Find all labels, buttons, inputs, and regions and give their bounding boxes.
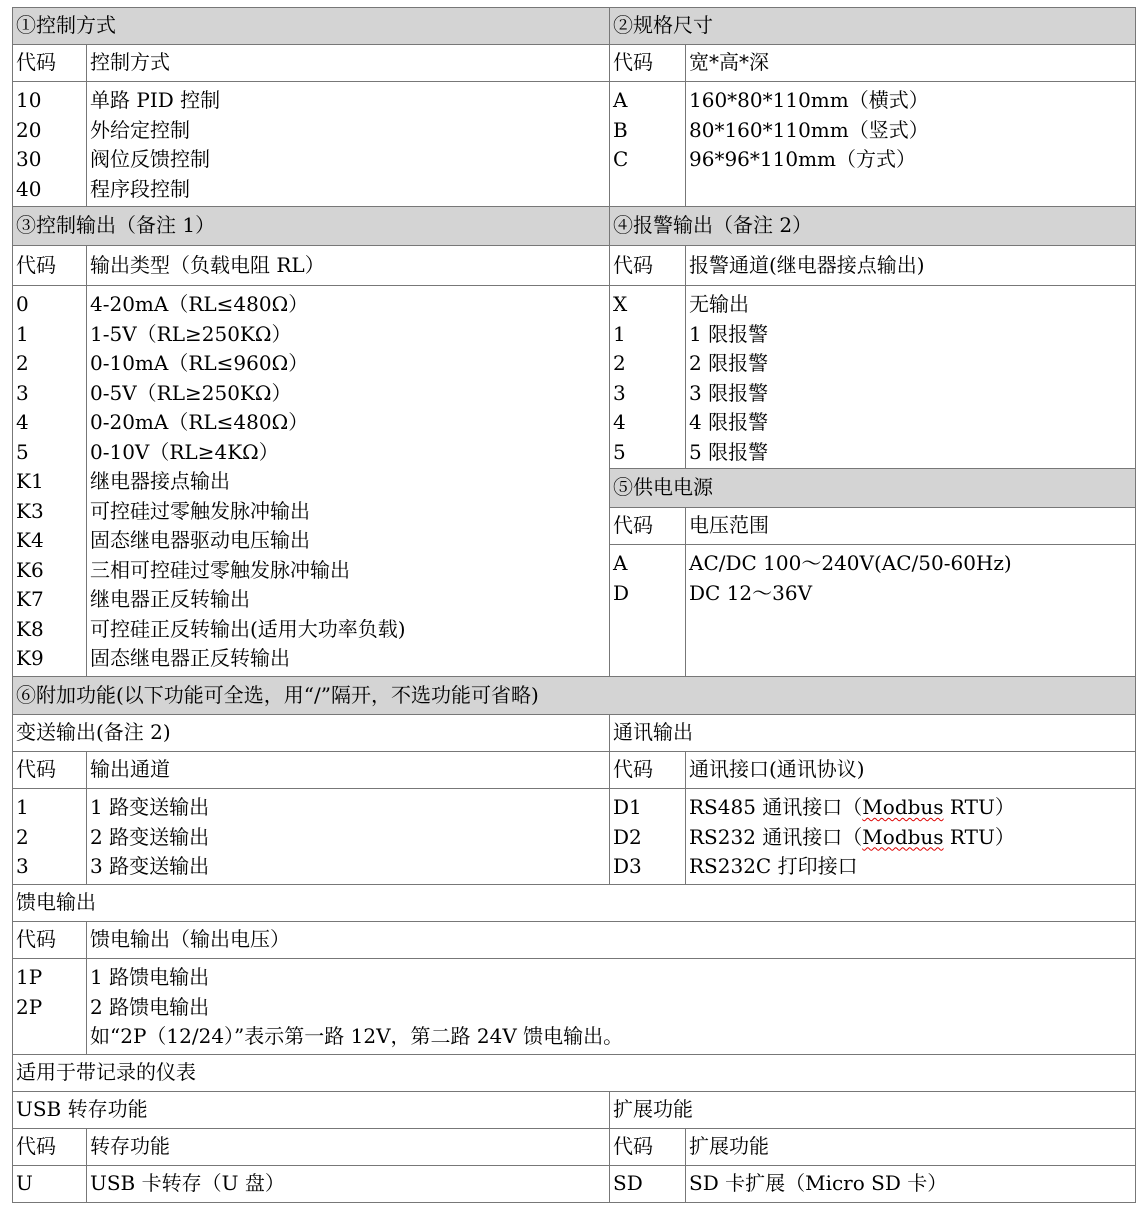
value-cell: 4 限报警 <box>689 410 769 434</box>
comm-output-values <box>685 788 1136 885</box>
value-cell: 固态继电器驱动电压输出 <box>90 528 310 552</box>
value-cell: 3 路变送输出 <box>90 854 210 878</box>
alarm-output-values <box>685 285 1136 469</box>
transmit-output-title <box>12 714 610 752</box>
value-cell: 1 路变送输出 <box>90 795 210 819</box>
code-cell: U <box>16 1171 33 1196</box>
output-type-header <box>86 245 610 286</box>
subsection-title-text: 扩展功能 <box>613 1097 693 1122</box>
size-codes <box>609 81 686 207</box>
code-column-header <box>12 751 87 789</box>
code-cell: SD <box>613 1171 643 1196</box>
code-column-header <box>609 751 686 789</box>
code-cell: 2P <box>16 994 43 1019</box>
code-cell: D2 <box>613 824 642 849</box>
value-cell: USB 卡转存（U 盘） <box>90 1171 285 1196</box>
code-cell: K1 <box>16 469 44 493</box>
feed-note: 如“2P（12/24）”表示第一路 12V，第二路 24V 馈电输出。 <box>90 1024 624 1048</box>
value-cell: AC/DC 100～240V(AC/50-60Hz) <box>689 551 1012 575</box>
code-header-text: 代码 <box>16 1134 56 1159</box>
column-header-text: 扩展功能 <box>689 1134 769 1159</box>
value-cell: 2 路馈电输出 <box>90 994 210 1019</box>
storage-function-header <box>86 1128 610 1166</box>
comm-output-title <box>609 714 1136 752</box>
recorder-note <box>12 1054 1136 1092</box>
extension-function-header <box>685 1128 1136 1166</box>
value-text: RS232 通讯接口（ <box>689 824 863 849</box>
value-cell: 1-5V（RL≥250KΩ） <box>90 321 292 346</box>
code-cell: K3 <box>16 498 44 523</box>
value-cell: 可控硅过零触发脉冲输出 <box>90 498 310 523</box>
code-cell: 3 <box>16 854 29 878</box>
column-header-text: 转存功能 <box>90 1134 170 1159</box>
code-header-text: 代码 <box>613 757 653 782</box>
code-cell: 0 <box>16 292 29 316</box>
column-header-text: 控制方式 <box>90 50 170 75</box>
value-cell: 1 限报警 <box>689 321 769 346</box>
feed-output-header <box>86 921 1136 959</box>
code-column-header <box>12 44 87 82</box>
subsection-title-text: 通讯输出 <box>613 720 693 745</box>
code-column-header <box>609 507 686 545</box>
control-mode-codes <box>12 81 87 207</box>
value-cell: 阀位反馈控制 <box>90 147 210 171</box>
column-header-text: 宽*高*深 <box>689 50 769 75</box>
value-text: RTU） <box>943 795 1015 819</box>
value-cell: 160*80*110mm（横式） <box>689 88 929 112</box>
alarm-channel-header <box>685 245 1136 286</box>
code-cell: K4 <box>16 528 44 552</box>
alarm-output-codes <box>609 285 686 469</box>
feed-output-values <box>86 958 1136 1055</box>
column-header-text: 通讯接口(通讯协议) <box>689 757 865 782</box>
size-values <box>685 81 1136 207</box>
code-cell: 2 <box>613 351 626 375</box>
value-cell: DC 12～36V <box>689 580 813 605</box>
code-cell: K8 <box>16 616 44 641</box>
code-cell: B <box>613 117 628 142</box>
section-power-supply-title <box>609 468 1136 508</box>
code-cell: D <box>613 580 630 605</box>
code-cell: X <box>613 292 628 316</box>
value-cell: 可控硅正反转输出(适用大功率负载) <box>90 616 406 641</box>
code-cell: 5 <box>613 439 626 464</box>
code-column-header <box>609 44 686 82</box>
power-supply-values <box>685 544 1136 677</box>
usb-code <box>12 1165 87 1203</box>
value-cell: 外给定控制 <box>90 117 190 142</box>
output-channel-header <box>86 751 610 789</box>
code-cell: K6 <box>16 557 44 582</box>
value-cell: 3 限报警 <box>689 380 769 405</box>
value-cell: 0-20mA（RL≤480Ω） <box>90 410 309 434</box>
code-cell: 40 <box>16 176 42 201</box>
section-title-text: ①控制方式 <box>16 13 116 38</box>
code-column-header <box>609 245 686 286</box>
code-header-text: 代码 <box>613 513 653 538</box>
code-cell: D1 <box>613 795 642 819</box>
value-cell: 0-5V（RL≥250KΩ） <box>90 380 292 405</box>
code-column-header <box>12 921 87 959</box>
value-cell: 0-10V（RL≥4KΩ） <box>90 439 279 464</box>
code-cell: A <box>613 88 628 112</box>
section-control-mode-title <box>12 7 610 45</box>
sd-code <box>609 1165 686 1203</box>
value-cell: 0-10mA（RL≤960Ω） <box>90 351 309 375</box>
column-header-text: 电压范围 <box>689 513 769 538</box>
code-header-text: 代码 <box>16 50 56 75</box>
section-title-text: ②规格尺寸 <box>613 13 713 38</box>
control-output-values <box>86 285 610 677</box>
value-text: RS485 通讯接口（ <box>689 795 863 819</box>
code-cell: C <box>613 147 629 171</box>
column-header-text: 馈电输出（输出电压） <box>90 927 290 952</box>
code-cell: K9 <box>16 646 44 670</box>
power-supply-codes <box>609 544 686 677</box>
control-mode-values <box>86 81 610 207</box>
code-cell: 20 <box>16 117 42 142</box>
control-output-codes <box>12 285 87 677</box>
subsection-title-text: USB 转存功能 <box>16 1097 148 1122</box>
code-cell: A <box>613 551 628 575</box>
comm-interface-header <box>685 751 1136 789</box>
section-control-output-title <box>12 206 610 246</box>
code-cell: 4 <box>613 410 626 434</box>
value-cell: 继电器正反转输出 <box>90 587 250 611</box>
section-additional-functions-title <box>12 676 1136 715</box>
comm-output-codes <box>609 788 686 885</box>
code-cell: 2 <box>16 824 29 849</box>
value-text: RTU） <box>943 824 1015 849</box>
code-cell: D3 <box>613 854 642 878</box>
code-header-text: 代码 <box>16 252 56 277</box>
column-header-text: 输出类型（负载电阻 RL） <box>90 252 325 277</box>
code-column-header <box>12 245 87 286</box>
value-cell: 无输出 <box>689 292 749 316</box>
value-cell: 5 限报警 <box>689 439 769 464</box>
code-cell: 1 <box>613 321 626 346</box>
section-title-text: ④报警输出（备注 2） <box>613 213 813 238</box>
value-text: RS232C 打印接口 <box>689 854 858 878</box>
feed-output-codes <box>12 958 87 1055</box>
feed-output-title <box>12 884 1136 922</box>
code-header-text: 代码 <box>613 252 653 277</box>
code-cell: 1 <box>16 321 29 346</box>
protocol-name: Modbus <box>862 824 944 849</box>
column-header-text: 输出通道 <box>90 757 170 782</box>
code-header-text: 代码 <box>613 50 653 75</box>
value-cell: 4-20mA（RL≤480Ω） <box>90 292 309 316</box>
code-cell: 2 <box>16 351 29 375</box>
transmit-output-codes <box>12 788 87 885</box>
value-cell: 固态继电器正反转输出 <box>90 646 290 670</box>
voltage-range-header <box>685 507 1136 545</box>
code-cell: K7 <box>16 587 44 611</box>
code-header-text: 代码 <box>16 927 56 952</box>
code-cell: 1 <box>16 795 29 819</box>
value-cell <box>689 852 1132 882</box>
sd-value <box>685 1165 1136 1203</box>
subsection-title-text: 变送输出(备注 2) <box>16 720 171 745</box>
usb-storage-title <box>12 1091 610 1129</box>
code-header-text: 代码 <box>16 757 56 782</box>
subsection-title-text: 适用于带记录的仪表 <box>16 1060 196 1085</box>
size-header <box>685 44 1136 82</box>
code-cell: 10 <box>16 88 42 112</box>
subsection-title-text: 馈电输出 <box>16 890 96 915</box>
section-size-title <box>609 7 1136 45</box>
section-alarm-output-title <box>609 206 1136 246</box>
transmit-output-values <box>86 788 610 885</box>
code-cell: 3 <box>16 380 29 405</box>
value-cell <box>689 823 1132 853</box>
value-cell: 单路 PID 控制 <box>90 88 221 112</box>
section-title-text: ⑥附加功能(以下功能可全选，用“/”隔开，不选功能可省略) <box>16 682 539 707</box>
protocol-name: Modbus <box>862 795 944 819</box>
column-header-text: 报警通道(继电器接点输出) <box>689 252 925 277</box>
extension-title <box>609 1091 1136 1129</box>
section-title-text: ③控制输出（备注 1） <box>16 213 216 238</box>
value-cell: SD 卡扩展（Micro SD 卡） <box>689 1171 948 1196</box>
code-cell: 3 <box>613 380 626 405</box>
value-cell: 96*96*110mm（方式） <box>689 147 917 171</box>
value-cell: 2 路变送输出 <box>90 824 210 849</box>
code-column-header <box>609 1128 686 1166</box>
code-cell: 5 <box>16 439 29 464</box>
value-cell: 1 路馈电输出 <box>90 965 210 989</box>
control-mode-header <box>86 44 610 82</box>
value-cell <box>689 793 1132 823</box>
code-column-header <box>12 1128 87 1166</box>
value-cell: 程序段控制 <box>90 176 190 201</box>
code-cell: 4 <box>16 410 29 434</box>
section-title-text: ⑤供电电源 <box>613 475 713 500</box>
value-cell: 80*160*110mm（竖式） <box>689 117 929 142</box>
value-cell: 三相可控硅过零触发脉冲输出 <box>90 557 350 582</box>
usb-value <box>86 1165 610 1203</box>
code-cell: 1P <box>16 965 43 989</box>
code-cell: 30 <box>16 147 42 171</box>
value-cell: 继电器接点输出 <box>90 469 230 493</box>
code-header-text: 代码 <box>613 1134 653 1159</box>
value-cell: 2 限报警 <box>689 351 769 375</box>
